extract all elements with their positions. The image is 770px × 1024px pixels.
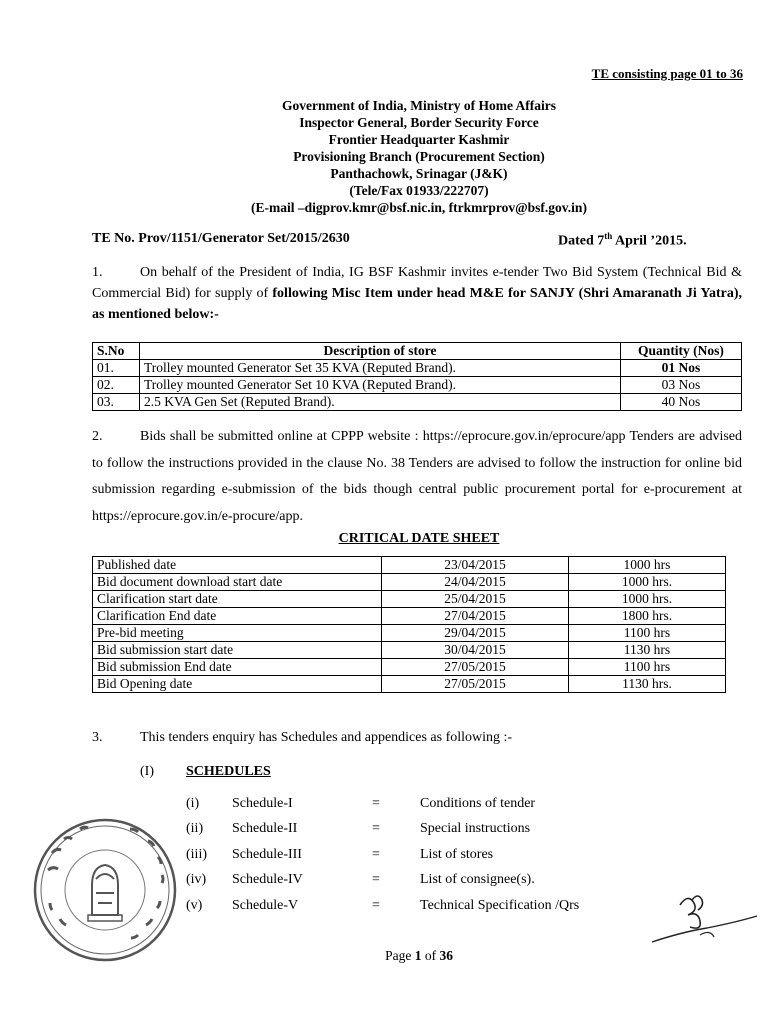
page-num: 1 xyxy=(414,948,422,963)
event-name: Bid Opening date xyxy=(93,676,382,693)
letterhead-line: Frontier Headquarter Kashmir xyxy=(328,132,510,147)
schedule-name: Schedule-II xyxy=(232,821,298,837)
critical-date-row xyxy=(93,574,726,591)
event-name: Bid document download start date xyxy=(93,574,382,591)
para-3-text: This tenders enquiry has Schedules and appendices as following :- xyxy=(140,730,513,745)
schedule-index: (iii) xyxy=(186,846,207,862)
event-time: 1130 hrs xyxy=(568,642,725,659)
schedule-description: Conditions of tender xyxy=(420,796,536,811)
schedule-description: Special instructions xyxy=(420,821,531,837)
event-time: 1000 hrs xyxy=(568,557,725,574)
schedule-description: Technical Specification /Qrs xyxy=(420,897,580,913)
event-name: Published date xyxy=(93,557,382,574)
event-date: 30/04/2015 xyxy=(382,642,569,659)
critical-date-row xyxy=(93,557,726,574)
schedule-description: List of stores xyxy=(420,846,494,862)
office-seal xyxy=(30,815,180,965)
page-of: of xyxy=(421,948,440,963)
items-row xyxy=(93,360,742,377)
te-number: TE No. Prov/1151/Generator Set/2015/2630 xyxy=(92,231,350,246)
para-2-number: 2. xyxy=(92,429,103,444)
para-1 xyxy=(92,262,742,325)
dated-suffix: April ’2015. xyxy=(612,233,687,249)
event-name: Bid submission start date xyxy=(93,642,382,659)
schedule-name: Schedule-III xyxy=(232,846,302,862)
letterhead-line: Inspector General, Border Security Force xyxy=(299,115,539,130)
dated xyxy=(558,231,687,250)
schedules-roman: (I) xyxy=(140,764,154,779)
letterhead-line: (E-mail –digprov.kmr@bsf.nic.in, ftrkmrprov@bsf.gov.in) xyxy=(251,200,587,215)
items-row xyxy=(93,377,742,394)
event-date: 23/04/2015 xyxy=(382,557,569,574)
schedule-name: Schedule-V xyxy=(232,897,299,913)
items-header-row xyxy=(93,343,742,360)
event-time: 1100 hrs xyxy=(568,625,725,642)
event-date: 27/05/2015 xyxy=(382,659,569,676)
critical-date-row xyxy=(93,659,726,676)
item-description: Trolley mounted Generator Set 35 KVA (Reputed Brand). xyxy=(140,360,621,377)
item-description: 2.5 KVA Gen Set (Reputed Brand). xyxy=(140,394,621,411)
critical-date-title: CRITICAL DATE SHEET xyxy=(338,531,500,546)
schedules-list xyxy=(186,796,620,923)
schedule-row xyxy=(186,821,620,846)
schedule-description: List of consignee(s). xyxy=(420,872,535,888)
items-header-qty: Quantity (Nos) xyxy=(621,343,742,360)
item-quantity: 03 Nos xyxy=(621,377,742,394)
para-1-text: On behalf of the President of India, IG BSF Kashmir invites e-tender Two Bid System (Technical Bid & Commercial Bid) for supply of xyxy=(92,265,742,301)
letterhead-line: Government of India, Ministry of Home Affairs xyxy=(281,98,557,113)
letterhead xyxy=(0,97,770,216)
page-number xyxy=(0,948,770,964)
item-sno: 01. xyxy=(93,360,140,377)
schedule-index: (i) xyxy=(186,796,200,811)
para-3-number: 3. xyxy=(92,730,103,745)
para-2-text: Bids shall be submitted online at CPPP website : https://eprocure.gov.in/eprocure/app Tenders are advised to follow the instructions provided in the clause No. 38 Tenders are advised to follow the instruction for online bid submission regarding e-submission of the bids though central public procurement portal for e-procurement at https://eprocure.gov.in/e-procure/app. xyxy=(92,429,742,524)
schedule-equals: = xyxy=(372,821,380,837)
event-name: Bid submission End date xyxy=(93,659,382,676)
critical-date-row xyxy=(93,591,726,608)
event-time: 1130 hrs. xyxy=(568,676,725,693)
items-table xyxy=(92,342,742,411)
para-1-bold: following Misc Item under head M&E for SANJY (Shri Amaranath Ji Yatra), as mentioned below:- xyxy=(92,286,742,322)
event-date: 25/04/2015 xyxy=(382,591,569,608)
event-name: Pre-bid meeting xyxy=(93,625,382,642)
event-date: 29/04/2015 xyxy=(382,625,569,642)
schedules-heading xyxy=(140,764,271,780)
schedule-equals: = xyxy=(372,846,380,862)
critical-date-row xyxy=(93,642,726,659)
event-name: Clarification End date xyxy=(93,608,382,625)
schedule-index: (iv) xyxy=(186,872,207,888)
event-time: 1100 hrs xyxy=(568,659,725,676)
item-sno: 03. xyxy=(93,394,140,411)
event-date: 27/05/2015 xyxy=(382,676,569,693)
items-header-desc: Description of store xyxy=(140,343,621,360)
dated-prefix: Dated 7 xyxy=(558,233,605,249)
para-1-number: 1. xyxy=(92,265,103,280)
te-consisting-label: TE consisting page 01 to 36 xyxy=(591,66,743,81)
schedule-index: (ii) xyxy=(186,821,204,837)
letterhead-line: Panthachowk, Srinagar (J&K) xyxy=(330,166,508,181)
schedules-title: SCHEDULES xyxy=(186,764,271,779)
items-row xyxy=(93,394,742,411)
schedule-index: (v) xyxy=(186,897,203,913)
event-date: 27/04/2015 xyxy=(382,608,569,625)
event-time: 1000 hrs. xyxy=(568,591,725,608)
letterhead-line: (Tele/Fax 01933/222707) xyxy=(349,183,489,198)
items-header-sno: S.No xyxy=(93,343,140,360)
schedule-row xyxy=(186,898,620,923)
item-description: Trolley mounted Generator Set 10 KVA (Reputed Brand). xyxy=(140,377,621,394)
critical-date-table xyxy=(92,556,726,693)
page-total: 36 xyxy=(439,948,453,963)
para-3 xyxy=(92,730,512,746)
schedule-name: Schedule-I xyxy=(232,796,293,811)
schedule-equals: = xyxy=(372,796,380,811)
event-name: Clarification start date xyxy=(93,591,382,608)
critical-date-row xyxy=(93,608,726,625)
schedule-name: Schedule-IV xyxy=(232,872,303,888)
schedule-equals: = xyxy=(372,872,380,888)
page-prefix: Page xyxy=(385,948,415,963)
item-quantity: 40 Nos xyxy=(621,394,742,411)
dated-sup: th xyxy=(604,231,613,241)
critical-date-row xyxy=(93,625,726,642)
event-date: 24/04/2015 xyxy=(382,574,569,591)
schedule-equals: = xyxy=(372,897,380,913)
para-2 xyxy=(92,424,742,530)
item-quantity: 01 Nos xyxy=(621,360,742,377)
schedule-row xyxy=(186,872,620,897)
schedule-row xyxy=(186,796,620,821)
letterhead-line: Provisioning Branch (Procurement Section) xyxy=(293,149,545,164)
item-sno: 02. xyxy=(93,377,140,394)
event-time: 1000 hrs. xyxy=(568,574,725,591)
schedule-row xyxy=(186,847,620,872)
event-time: 1800 hrs. xyxy=(568,608,725,625)
critical-date-row xyxy=(93,676,726,693)
